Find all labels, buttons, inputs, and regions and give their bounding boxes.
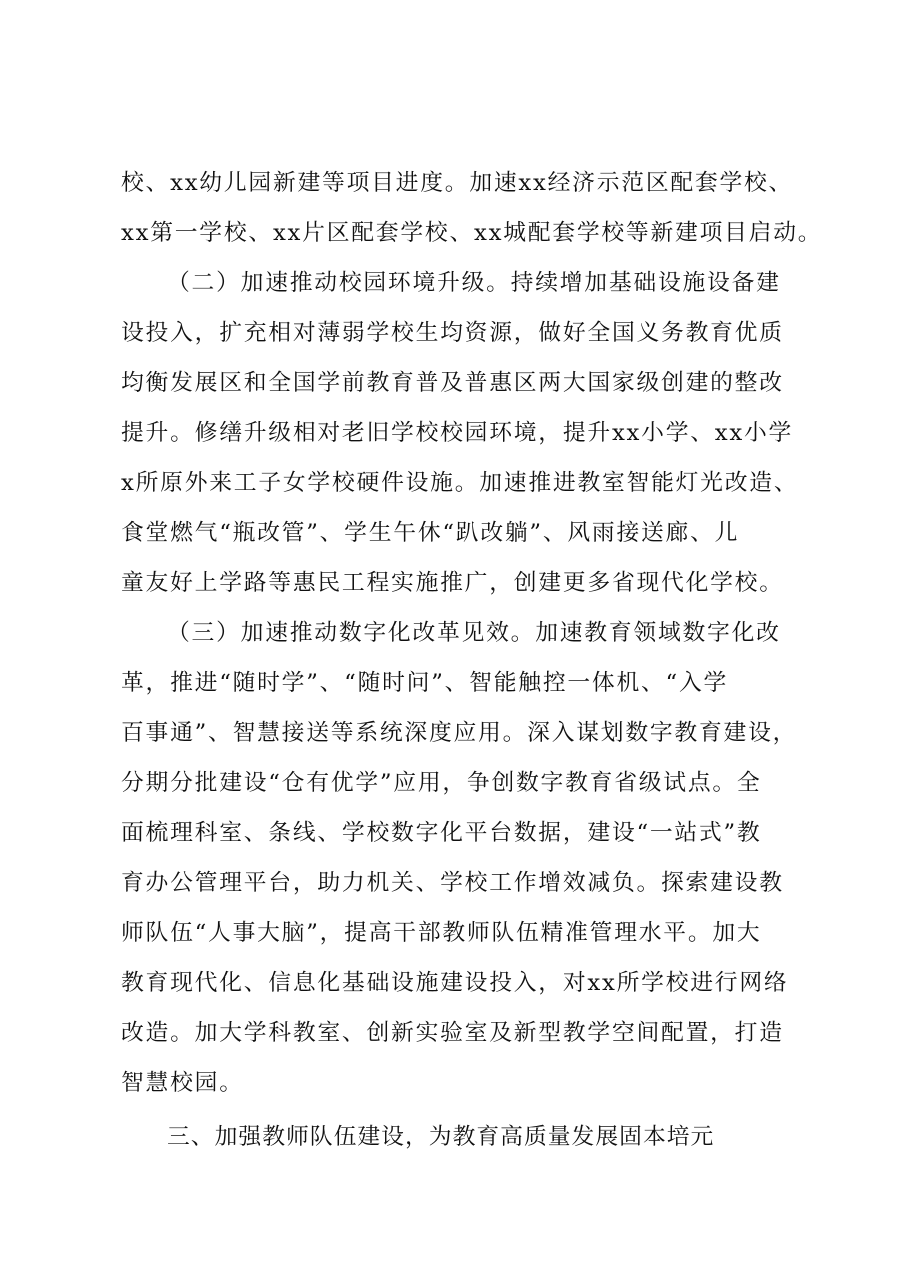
text-line: 设投入，扩充相对薄弱学校生均资源，做好全国义务教育优质 <box>121 320 784 346</box>
text-line: 均衡发展区和全国学前教育普及普惠区两大国家级创建的整改 <box>121 370 784 396</box>
text-line: 分期分批建设“仓有优学”应用，争创数字教育省级试点。全 <box>121 770 762 796</box>
text-line: 校、xx幼儿园新建等项目进度。加速xx经济示范区配套学校、 <box>121 170 794 196</box>
text-line: 改造。加大学科教室、创新实验室及新型教学空间配置，打造 <box>121 1020 784 1046</box>
text-line: xx第一学校、xx片区配套学校、xx城配套学校等新建项目启动。 <box>121 220 823 246</box>
text-line: 面梳理科室、条线、学校数字化平台数据，建设“一站式”教 <box>121 820 762 846</box>
text-line: 提升。修缮升级相对老旧学校校园环境，提升xx小学、xx小学 <box>121 420 794 446</box>
text-line: 教育现代化、信息化基础设施建设投入，对xx所学校进行网络 <box>121 970 789 996</box>
text-line: 智慧校园。 <box>121 1070 244 1096</box>
section-heading-three: （三）加速推动数字化改革见效。加速教育领域数字化改 <box>167 620 781 646</box>
text-line: 百事通”、智慧接送等系统深度应用。深入谋划数字教育建设， <box>121 720 798 746</box>
text-line: 食堂燃气“瓶改管”、学生午休“趴改躺”、风雨接送廊、儿 <box>121 520 740 546</box>
text-line: x所原外来工子女学校硬件设施。加速推进教室智能灯光改造、 <box>121 470 799 496</box>
text-line: 童友好上学路等惠民工程实施推广，创建更多省现代化学校。 <box>121 570 784 596</box>
section-heading-two: （二）加速推动校园环境升级。持续增加基础设施设备建 <box>167 270 781 296</box>
chapter-heading-three: 三、加强教师队伍建设，为教育高质量发展固本培元 <box>167 1124 715 1150</box>
text-line: 师队伍“人事大脑”，提高干部教师队伍精准管理水平。加大 <box>121 920 762 946</box>
text-line: 育办公管理平台，助力机关、学校工作增效减负。探索建设教 <box>121 870 784 896</box>
text-line: 革，推进“随时学”、“随时问”、智能触控一体机、“入学 <box>121 670 729 696</box>
